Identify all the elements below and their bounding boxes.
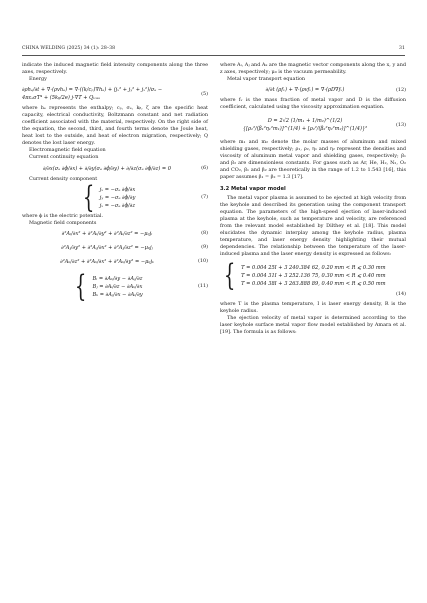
transport-label: Metal vapor transport equation [227,76,306,83]
left-column [22,62,208,302]
em-field-label: Electromagnetic field equation [29,147,106,154]
equation-13-denominator: {[ρ₁²/(β₁²η₁²m₁)]^(1/4) + [ρ₂²/(β₂²η₂²m₂)]^(1/4)}² [242,126,368,133]
equation-10-text: ∂²Aₖ/∂z² + ∂²Aₖ/∂x² + ∂²Aₖ/∂y² = −μ₀jₖ [60,258,154,265]
section-heading: 3.2 Metal vapor model [220,185,286,192]
equation-14 [220,257,406,298]
right-column [220,62,406,336]
current-density-label: Current density component [29,175,98,182]
equation-7-line-3: jₓ = −σₑ ∂ϕ/∂z [99,202,136,209]
fv-description: where fᵥ is the mass fraction of metal vapor and D is the diffusion coefficient, calculated using the viscosity approximation equation. [220,97,406,111]
equation-11-number: (11) [197,283,208,290]
equation-5-number: (5) [201,90,208,97]
eq14-description: where T is the plasma temperature, I is laser energy density, R is the keyhole radius. [220,300,406,315]
equation-11-line-1: Bᵢ = ∂Aₖ/∂y − ∂Aⱼ/∂z [92,275,143,282]
equation-13-number: (13) [395,121,406,128]
equation-11-line-2: Bⱼ = ∂Aᵢ/∂z − ∂Aₖ/∂x [92,283,143,290]
equation-6-number: (6) [201,164,208,171]
equation-14-number: (14) [395,290,406,297]
vector-description: where Aᵢ, Aⱼ and Aₖ are the magnetic vector components along the x, y and z axes, respectively; μ₀ is the vacuum permeability. [220,62,406,76]
brace-glyph: { [82,179,94,215]
equation-7 [22,179,208,215]
equation-8-number: (8) [201,230,208,237]
continuity-label: Current continuity equation [29,154,99,161]
equation-12 [220,86,406,94]
equation-13-numerator: D = 2√2 (1/m₁ + 1/m₂)^(1/2) [267,118,343,125]
equation-11 [22,268,208,304]
equation-10-number: (10) [197,258,208,265]
equation-8 [22,230,208,238]
equation-12-number: (12) [395,86,406,93]
equation-14-line-2: T = 0.004 31I + 3 252.136 75, 0.30 mm < R ⩽ 0.40 mm [241,272,386,279]
equation-5-line-1: ∂ρhₑ/∂t + ∇·(ρvhₑ) = ∇·((k/cₚ)∇hₑ) + (jₓ² + jᵧ² + jₓ²)/σₑ − [22,87,163,94]
ejection-paragraph: The ejection velocity of metal vapor is determined according to the laser keyhole surface metal vapor flow model established by Amara et al. [19]. The formula is as follows: [220,315,406,336]
equation-9-number: (9) [201,244,208,251]
phi-description: where ϕ is the electric potential. [22,212,103,219]
equation-9 [22,244,208,252]
header-rule [22,55,405,56]
intro-text: indicate the induced magnetic field intensity components along the three axes, respectively. [22,62,208,76]
equation-13 [220,117,406,133]
equation-5 [22,86,208,102]
equation-6-text: ∂/∂x(σₑ ∂ϕ/∂x) + ∂/∂y(σₑ ∂ϕ/∂y) + ∂/∂z(σₑ ∂ϕ/∂z) = 0 [42,165,172,172]
equation-8-text: ∂²Aᵢ/∂x² + ∂²Aᵢ/∂y² + ∂²Aᵢ/∂z² = −μ₀jᵢ [61,230,153,237]
equation-6 [22,165,208,173]
equation-12-text: ∂/∂t (ρfᵥ) + ∇·(ρvfᵥ) = ∇·(ρD∇fᵥ) [265,87,345,94]
energy-description: where hₑ represents the enthalpy; cₚ, σₑ, kᵦ, ζ are the specific heat capacity, electrical conductivity, Boltzmann constant and net radiation coefficient associated with the material, respectively. On the right side of the equation, the second, third, and fourth terms denote the Joule heat, heat lost to the outside, and heat of electron migration, respectively; Q denotes the lost laser energy. [22,105,208,147]
equation-9-text: ∂²Aⱼ/∂y² + ∂²Aⱼ/∂x² + ∂²Aⱼ/∂z² = −μ₀jⱼ [61,244,153,251]
magnetic-label: Magnetic field components [29,219,97,226]
equation-14-line-3: T = 0.004 38I + 3 263.888 89, 0.40 mm < R ⩽ 0.50 mm [241,280,386,287]
energy-label: Energy [29,76,47,83]
brace-glyph: { [75,268,87,304]
equation-11-line-3: Bₖ = ∂Aⱼ/∂x − ∂Aᵢ/∂y [92,291,143,298]
brace-glyph: { [223,257,236,293]
equation-7-line-1: jₓ = −σₑ ∂ϕ/∂x [99,186,136,193]
page-number: 31 [399,46,405,51]
equation-14-line-1: T = 0.004 25I + 3 240.384 62, 0.20 mm < R ⩽ 0.30 mm [241,264,386,271]
journal-citation: CHINA WELDING (2025) 34 (1): 28–38 [22,46,116,51]
equation-10 [22,258,208,266]
equation-7-number: (7) [201,194,208,201]
equation-7-line-2: jᵧ = −σₑ ∂ϕ/∂y [99,194,136,201]
vapor-model-paragraph: The metal vapor plasma is assumed to be ejected at high velocity from the keyhole and described its generation using the component transport equation. The parameters of the high-speed ejection of laser-induced plasma at the keyhole, such as temperature and velocity, are referenced from the relevant model established by Dilthey et al. [18]. This model elucidates the dynamic interplay among the keyhole radius, plasma temperature, and laser energy density highlighting their mutual dependencies. The relationship between the temperature of the laser-induced plasma and the laser energy density is expressed as follows: [220,194,406,257]
equation-5-line-2: 4πεₑσT⁴ + (5kᵦ/2e) j·∇T + Qₗₒₛₛ [22,95,100,102]
masses-description: where m₁ and m₂ denote the molar masses of aluminum and mixed shielding gases, respectively; ρ₁, ρ₂, η₁ and η₂ represent the densities and viscosity of aluminum metal vapor and shielding gases, respectively; β₁ and β₂ are dimensionless constants. For gases such as Ar, He, H₂, N₂, O₂ and CO₂, β₁ and β₂ are theoretically in the range of 1.2 to 1.543 [16], this paper assumes β₁ = β₂ = 1.3 [17]. [220,139,406,181]
